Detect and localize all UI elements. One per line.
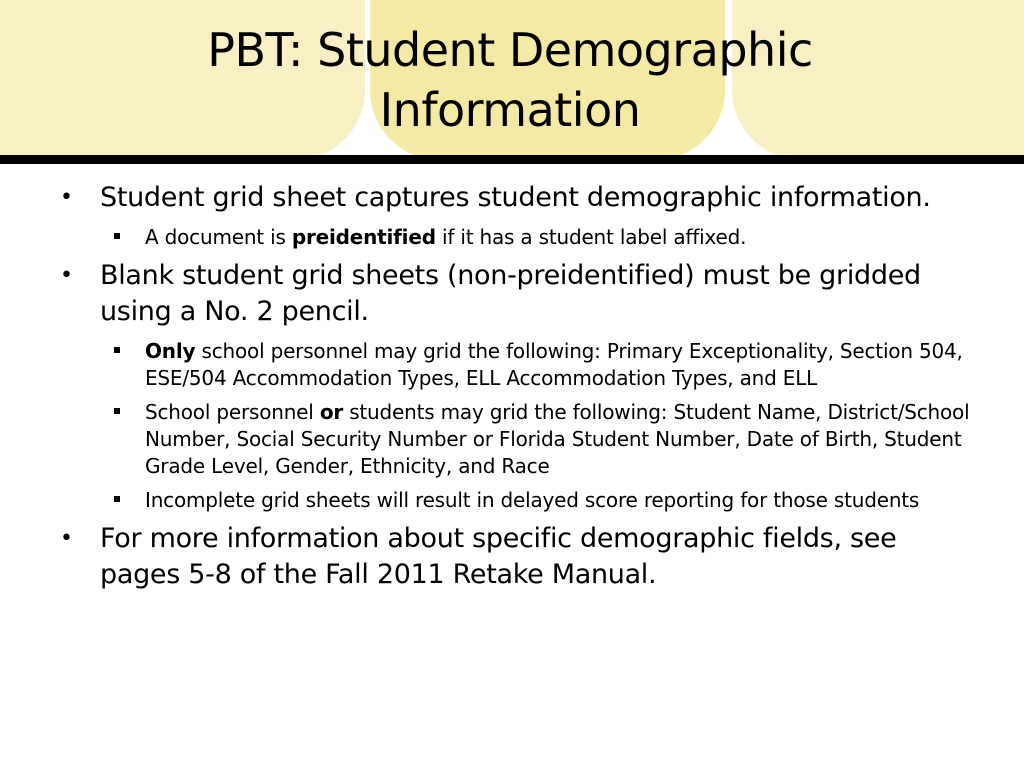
bullet-dot-icon: • bbox=[60, 185, 73, 210]
square-bullet-icon bbox=[114, 347, 120, 353]
sub-bullet-emphasis: or bbox=[319, 400, 344, 424]
sub-bullet-text: school personnel may grid the following: Primary Exceptionality, Section 504, ESE/504 Accommodation Types, ELL Accommodation Types, and ELL bbox=[145, 339, 963, 390]
sub-bullet-text: A document is bbox=[145, 225, 292, 249]
sub-bullet-item bbox=[145, 338, 974, 392]
sub-bullet-item bbox=[145, 399, 974, 480]
bullet-text: Blank student grid sheets (non-preidentified) must be gridded using a No. 2 pencil. bbox=[100, 260, 921, 327]
sub-bullet-emphasis: Only bbox=[145, 339, 196, 363]
title-divider bbox=[0, 155, 1024, 164]
square-bullet-icon bbox=[114, 408, 120, 414]
bullet-item bbox=[60, 258, 964, 330]
slide-title bbox=[100, 20, 920, 140]
bullet-dot-icon: • bbox=[60, 526, 73, 551]
sub-bullet-text: students may grid the following: Student Name, District/School Number, Social Security Number or Florida Student Number, Date of Birth, Student Grade Level, Gender, Ethnicity, and Race bbox=[145, 400, 970, 478]
sub-bullet-text: if it has a student label affixed. bbox=[435, 225, 747, 249]
bullet-item bbox=[60, 180, 964, 216]
sub-bullet-item bbox=[145, 224, 974, 251]
slide-body bbox=[0, 180, 1024, 601]
sub-bullet-text: Incomplete grid sheets will result in delayed score reporting for those students bbox=[145, 488, 920, 512]
square-bullet-icon bbox=[114, 496, 120, 502]
sub-bullet-text: School personnel bbox=[145, 400, 320, 424]
title-line-2: Information bbox=[379, 83, 641, 137]
bullet-dot-icon: • bbox=[60, 263, 73, 288]
sub-bullet-item bbox=[145, 487, 974, 514]
square-bullet-icon bbox=[114, 233, 120, 239]
bullet-item bbox=[60, 521, 964, 593]
title-line-1: PBT: Student Demographic bbox=[207, 23, 813, 77]
sub-bullet-emphasis: preidentified bbox=[291, 225, 436, 249]
bullet-text: For more information about specific demographic fields, see pages 5-8 of the Fall 2011 Retake Manual. bbox=[100, 523, 897, 590]
bullet-text: Student grid sheet captures student demographic information. bbox=[100, 182, 931, 213]
